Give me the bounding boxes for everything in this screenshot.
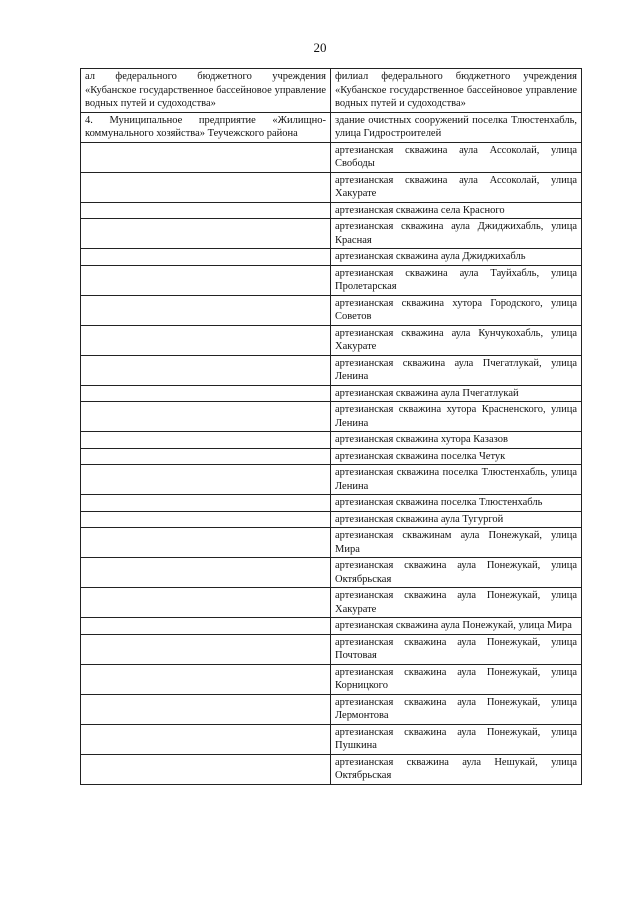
facility-cell: артезианская скважина аула Джиджихабль, улица Красная	[331, 219, 582, 249]
facility-cell: артезианская скважина аула Пчегатлукай	[331, 385, 582, 402]
organization-cell	[81, 528, 331, 558]
table-row	[81, 694, 582, 724]
table-row	[81, 511, 582, 528]
table-row	[81, 664, 582, 694]
organization-cell	[81, 295, 331, 325]
table-row	[81, 448, 582, 465]
facility-cell: артезианская скважина аула Тугургой	[331, 511, 582, 528]
organization-cell	[81, 754, 331, 784]
page-number: 20	[313, 40, 327, 55]
organization-cell	[81, 142, 331, 172]
facility-cell: артезианская скважина хутора Казазов	[331, 432, 582, 449]
facility-cell: артезианская скважина аула Ассоколай, улица Свободы	[331, 142, 582, 172]
facility-cell: артезианская скважина поселка Тлюстенхабль, улица Ленина	[331, 465, 582, 495]
table-row	[81, 142, 582, 172]
table-row	[81, 432, 582, 449]
organization-cell	[81, 588, 331, 618]
facility-cell: артезианская скважина аула Понежукай, улица Почтовая	[331, 634, 582, 664]
table-row	[81, 558, 582, 588]
facility-cell: артезианская скважина поселка Тлюстенхабль	[331, 495, 582, 512]
document-table	[80, 68, 582, 785]
facility-cell: артезианская скважина хутора Городского, улица Советов	[331, 295, 582, 325]
facility-cell: артезианская скважина поселка Четук	[331, 448, 582, 465]
facility-cell: артезианская скважина аула Джиджихабль	[331, 249, 582, 266]
table-row	[81, 249, 582, 266]
organization-cell	[81, 465, 331, 495]
table-row	[81, 618, 582, 635]
organization-cell: 4. Муниципальное предприятие «Жилищно-коммунального хозяйства» Теучежского района	[81, 112, 331, 142]
table-row	[81, 402, 582, 432]
organization-cell	[81, 402, 331, 432]
facility-cell: артезианская скважина аула Понежукай, улица Корницкого	[331, 664, 582, 694]
table-row	[81, 385, 582, 402]
table-row	[81, 219, 582, 249]
organization-cell	[81, 634, 331, 664]
organization-cell	[81, 511, 331, 528]
table-row	[81, 112, 582, 142]
facility-cell: артезианская скважина села Красного	[331, 202, 582, 219]
organization-cell	[81, 724, 331, 754]
organization-cell	[81, 355, 331, 385]
organization-cell	[81, 618, 331, 635]
organization-cell	[81, 664, 331, 694]
table-row	[81, 754, 582, 784]
organization-cell	[81, 448, 331, 465]
facility-cell: артезианская скважина аула Понежукай, улица Пушкина	[331, 724, 582, 754]
facility-cell: артезианская скважина аула Понежукай, улица Лермонтова	[331, 694, 582, 724]
table-row	[81, 634, 582, 664]
facility-cell: артезианская скважина аула Пчегатлукай, улица Ленина	[331, 355, 582, 385]
table-row	[81, 495, 582, 512]
facility-cell: артезианская скважина аула Понежукай, улица Хакурате	[331, 588, 582, 618]
table-row	[81, 325, 582, 355]
organization-cell	[81, 265, 331, 295]
facility-cell: артезианская скважина аула Тауйхабль, улица Пролетарская	[331, 265, 582, 295]
organization-cell	[81, 694, 331, 724]
facility-cell: артезианская скважина аула Кунчукохабль, улица Хакурате	[331, 325, 582, 355]
facility-cell: артезианская скважина аула Понежукай, улица Мира	[331, 618, 582, 635]
organization-cell: ал федерального бюджетного учреждения «Кубанское государственное бассейновое управление водных путей и судоходства»	[81, 69, 331, 113]
table-row	[81, 265, 582, 295]
table-row	[81, 588, 582, 618]
facility-cell: здание очистных сооружений поселка Тлюстенхабль, улица Гидростроителей	[331, 112, 582, 142]
facility-cell: филиал федерального бюджетного учреждения «Кубанское государственное бассейновое управление водных путей и судоходства»	[331, 69, 582, 113]
facility-cell: артезианская скважина аула Нешукай, улица Октябрьская	[331, 754, 582, 784]
table-row	[81, 355, 582, 385]
facility-cell: артезианская скважина аула Понежукай, улица Октябрьская	[331, 558, 582, 588]
table-row	[81, 202, 582, 219]
organization-cell	[81, 202, 331, 219]
organization-cell	[81, 385, 331, 402]
table-row	[81, 295, 582, 325]
organization-cell	[81, 495, 331, 512]
table-row	[81, 172, 582, 202]
table-row	[81, 69, 582, 113]
table-row	[81, 528, 582, 558]
table-row	[81, 724, 582, 754]
organization-cell	[81, 249, 331, 266]
table-row	[81, 465, 582, 495]
table-body	[81, 69, 582, 785]
facility-cell: артезианская скважина аула Ассоколай, улица Хакурате	[331, 172, 582, 202]
facility-cell: артезианская скважинам аула Понежукай, улица Мира	[331, 528, 582, 558]
organization-cell	[81, 325, 331, 355]
organization-cell	[81, 172, 331, 202]
organization-cell	[81, 432, 331, 449]
facility-cell: артезианская скважина хутора Красненского, улица Ленина	[331, 402, 582, 432]
organization-cell	[81, 558, 331, 588]
organization-cell	[81, 219, 331, 249]
